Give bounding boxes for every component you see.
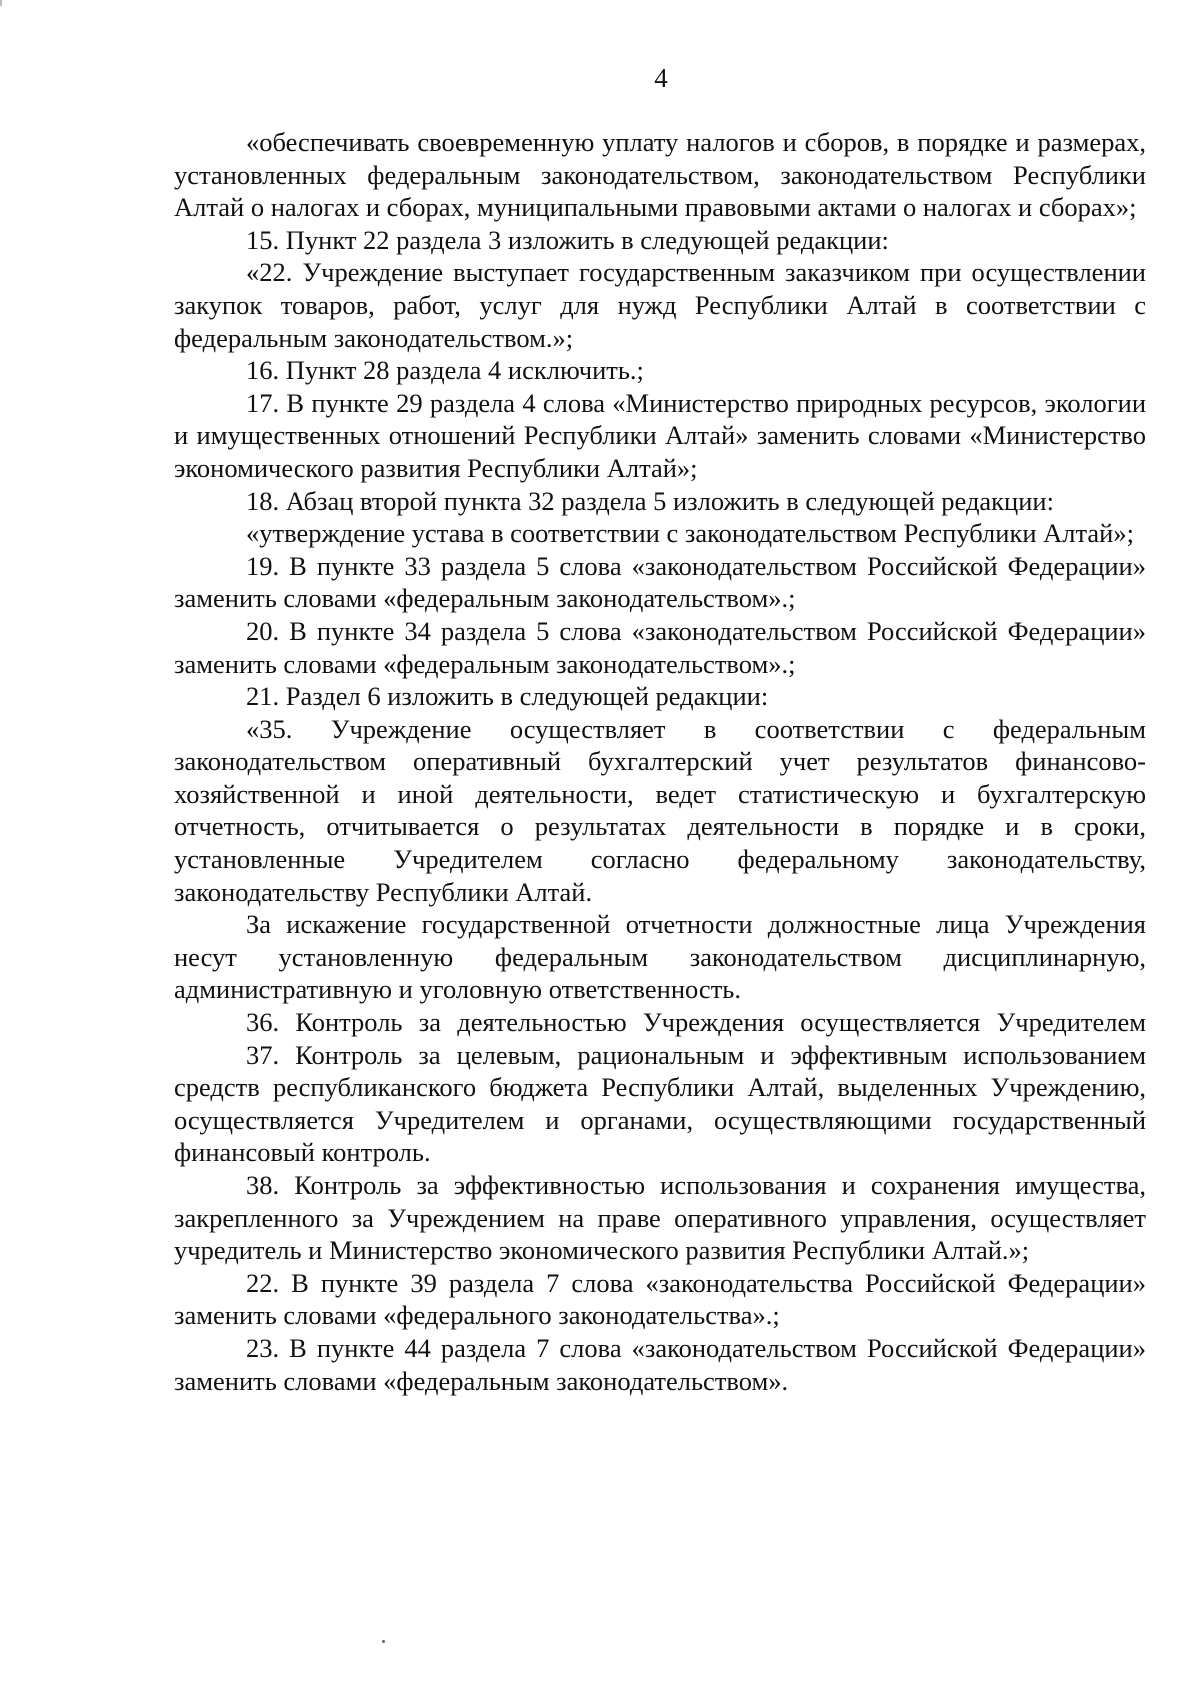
paragraph-responsibility: За искажение государственной отчетности должностные лица Учреждения несут установленную федеральным законодательством дисциплинарную, административную и уголовную ответственность. xyxy=(174,909,1146,1005)
paragraph-item-15: 15. Пункт 22 раздела 3 изложить в следующей редакции: xyxy=(246,224,889,255)
paragraph-item-18: 18. Абзац второй пункта 32 раздела 5 изложить в следующей редакции: xyxy=(246,485,1054,516)
paragraph-item-37: 37. Контроль за целевым, рациональным и эффективным использованием средств республиканского бюджета Республики Алтай, выделенных Учреждению, осуществляется Учредителем и органами, осуществляющими государственный финансовый контроль. xyxy=(174,1039,1146,1168)
paragraph-item-38: 38. Контроль за эффективностью использования и сохранения имущества, закрепленного за Учреждением на праве оперативного управления, осуществляет учредитель и Министерство экономического развития Республики Алтай.»; xyxy=(174,1170,1146,1266)
paragraph-taxes-quote: «обеспечивать своевременную уплату налогов и сборов, в порядке и размерах, установленных федеральным законодательством, законодательством Республики Алтай о налогах и сборах, муниципальными правовыми актами о налогах и сборах»; xyxy=(174,127,1146,223)
paragraph-item-21: 21. Раздел 6 изложить в следующей редакции: xyxy=(246,681,769,712)
paragraph-item-23: 23. В пункте 44 раздела 7 слова «законодательством Российской Федерации» заменить словами «федеральным законодательством». xyxy=(174,1332,1146,1396)
paragraph-item-16: 16. Пункт 28 раздела 4 исключить.; xyxy=(246,355,644,386)
paragraph-item-35-quote: «35. Учреждение осуществляет в соответствии с федеральным законодательством оперативный бухгалтерский учет результатов финансово-хозяйственной и иной деятельности, ведет статистическую и бухгалтерскую отчетность, отчитывается о результатах деятельности в порядке и в сроки, установленные Учредителем согласно федеральному законодательству, законодательству Республики Алтай. xyxy=(174,713,1146,907)
paragraph-charter-quote: «утверждение устава в соответствии с законодательством Республики Алтай»; xyxy=(246,518,1134,549)
paragraph-item-17: 17. В пункте 29 раздела 4 слова «Министерство природных ресурсов, экологии и имущественных отношений Республики Алтай» заменить словами «Министерство экономического развития Республики Алтай»; xyxy=(174,387,1146,483)
paragraph-item-36: 36. Контроль за деятельностью Учреждения осуществляется Учредителем xyxy=(246,1007,1146,1038)
scan-artifact xyxy=(382,1640,385,1643)
paragraph-item-20: 20. В пункте 34 раздела 5 слова «законодательством Российской Федерации» заменить словами «федеральным законодательством».; xyxy=(174,615,1146,679)
paragraph-item-22-quote: «22. Учреждение выступает государственным заказчиком при осуществлении закупок товаров, работ, услуг для нужд Республики Алтай в соответствии с федеральным законодательством.»; xyxy=(174,257,1146,353)
page-number: 4 xyxy=(654,63,668,93)
paragraph-item-22: 22. В пункте 39 раздела 7 слова «законодательства Российской Федерации» заменить словами «федерального законодательства».; xyxy=(174,1267,1146,1331)
document-body xyxy=(174,126,1146,1397)
scan-artifact xyxy=(0,0,2,6)
paragraph-item-19: 19. В пункте 33 раздела 5 слова «законодательством Российской Федерации» заменить словами «федеральным законодательством».; xyxy=(174,550,1146,614)
